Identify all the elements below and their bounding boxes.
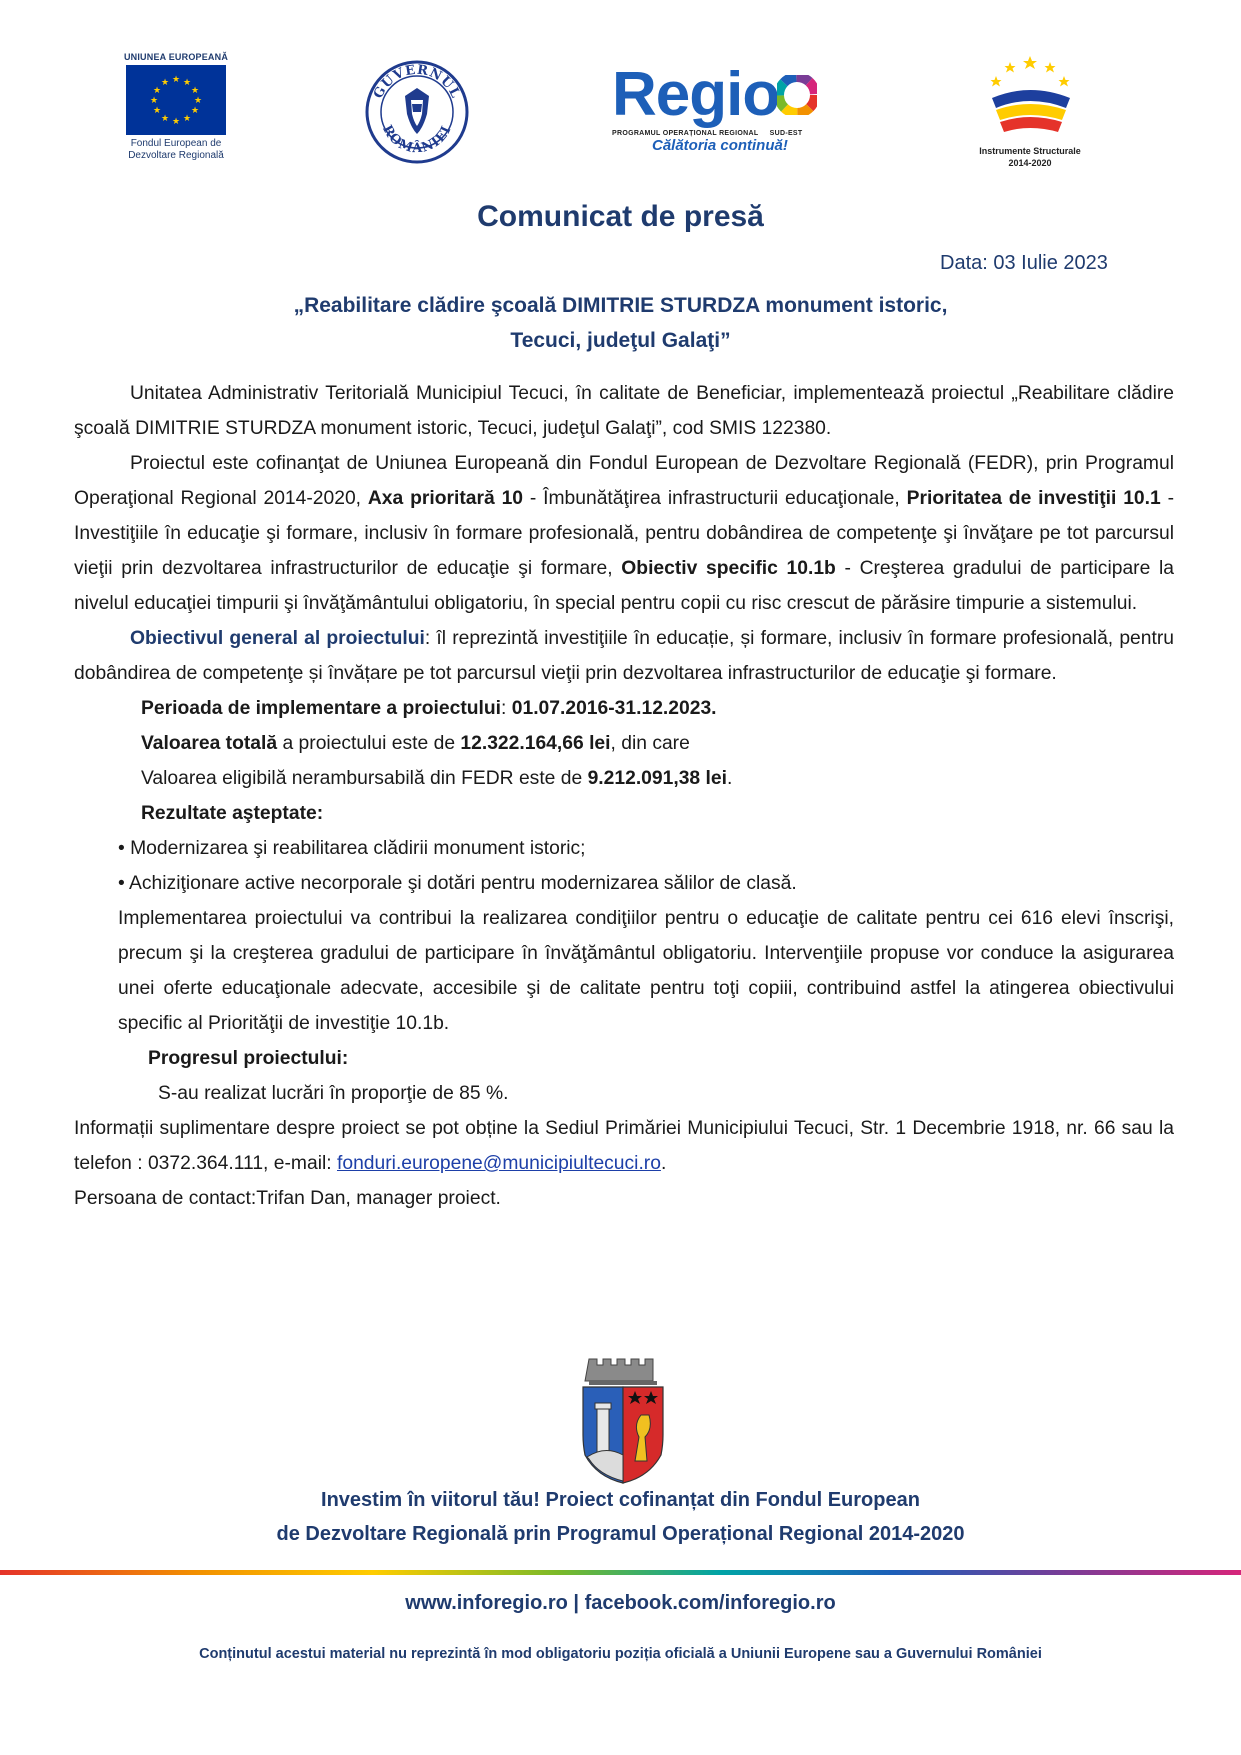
tecuci-coat-of-arms-icon (575, 1355, 671, 1485)
svg-text:★: ★ (193, 96, 203, 106)
structural-instruments-icon (970, 52, 1090, 140)
is-logo-line2: 2014-2020 (1008, 158, 1052, 168)
svg-text:★: ★ (171, 117, 181, 127)
priority-axis: Axa prioritară 10 (367, 488, 524, 509)
implementation-period: Perioada de implementare a proiectului: 01.07.2016-31.12.2023. (141, 698, 717, 719)
svg-text:★: ★ (190, 106, 200, 116)
svg-text:★: ★ (182, 78, 192, 88)
svg-text:★: ★ (160, 78, 170, 88)
slogan (0, 1483, 1241, 1551)
eu-logo-line2: Dezvoltare Regională (128, 150, 224, 161)
investment-priority: Prioritatea de investiţii 10.1 (906, 488, 1161, 509)
results-heading: Rezultate aşteptate: (141, 803, 324, 824)
disclaimer: Conținutul acestui material nu reprezintă în mod obligatoriu poziția oficială a Uniunii Europene sau a Guvernului României (199, 1646, 1042, 1662)
structural-instruments-logo (970, 52, 1090, 169)
svg-text:★: ★ (152, 86, 162, 96)
government-seal-icon (365, 60, 469, 164)
regio-logo (612, 60, 832, 164)
press-release-body (74, 376, 1174, 1216)
project-title-line1: „Reabilitare clădire şcoală DIMITRIE STURDZA monument istoric, (293, 294, 948, 317)
specific-objective: Obiectiv specific 10.1b (621, 558, 836, 579)
svg-text:★: ★ (182, 114, 192, 124)
regio-tagline: Călătoria continuă! (652, 137, 788, 154)
svg-text:★: ★ (149, 96, 159, 106)
email-link[interactable]: fonduri.europene@municipiultecuci.ro (336, 1153, 661, 1174)
regio-program-text: PROGRAMUL OPERAȚIONAL REGIONAL SUD-EST (612, 130, 803, 137)
total-value: Valoarea totală a proiectului este de 12.322.164,66 lei, din care (141, 733, 690, 754)
paragraph-contact-info: Informații suplimentare despre proiect se pot obține la Sediul Primăriei Municipiului Tecuci, Str. 1 Decembrie 1918, nr. 66 sau la telefon : 0372.364.111, e-mail: fonduri.europene@municipiultecuci.ro. (74, 1118, 1174, 1174)
paragraph-financing: Proiectul este cofinanţat de Uniunea Europeană din Fondul European de Dezvoltare Regională (FEDR), prin Programul Operaţional Regional 2014-2020, Axa prioritară 10 - Îmbunătăţirea infrastructurii educaţionale, Prioritatea de investiţii 10.1 - Investiţiile în educaţie şi formare, inclusiv în formare profesională, pentru dobândirea de competenţe şi învăţare pe tot parcursul vieţii prin dezvoltarea infrastructurilor de educaţie şi formare, Obiectiv specific 10.1b - Creşterea gradului de participare la nivelul educaţiei timpurii şi învăţământului obligatoriu, în special pentru copii cu risc crescut de părăsire timpurie a sistemului. (74, 453, 1174, 614)
contact-person: Persoana de contact:Trifan Dan, manager proiect. (74, 1188, 501, 1209)
svg-text:★: ★ (152, 106, 162, 116)
eu-logo-line1: Fondul European de (130, 138, 222, 149)
svg-text:★: ★ (190, 86, 200, 96)
paragraph-beneficiary: Unitatea Administrativ Teritorială Municipiul Tecuci, în calitate de Beneficiar, implementează proiectul „Reabilitare clădire şcoală DIMITRIE STURDZA monument istoric, Tecuci, judeţul Galaţi”, cod SMIS 122380. (74, 383, 1174, 439)
is-logo-line1: Instrumente Structurale (979, 146, 1081, 156)
result-item: • Achiziţionare active necorporale şi dotări pentru modernizarea sălilor de clasă. (118, 873, 797, 894)
svg-text:ROMÂNIEI: ROMÂNIEI (379, 122, 455, 157)
svg-text:★: ★ (171, 75, 181, 85)
regio-wordmark: Regio (612, 60, 780, 129)
slogan-line2: de Dezvoltare Regională prin Programul Operațional Regional 2014-2020 (276, 1523, 965, 1545)
date: Data: 03 Iulie 2023 (940, 252, 1108, 274)
eu-logo (116, 52, 236, 162)
website-links[interactable]: www.inforegio.ro | facebook.com/inforegio.ro (405, 1592, 836, 1614)
regio-color-wheel-icon (777, 75, 817, 115)
project-title (0, 288, 1241, 358)
rainbow-divider (0, 1570, 1241, 1575)
result-item: • Modernizarea şi reabilitarea clădirii monument istoric; (118, 838, 586, 859)
progress-heading: Progresul proiectului: (148, 1048, 349, 1069)
eligible-value: Valoarea eligibilă nerambursabilă din FEDR este de 9.212.091,38 lei. (141, 768, 733, 789)
page-title: Comunicat de presă (477, 200, 764, 233)
general-objective-label: Obiectivul general al proiectului (130, 628, 425, 649)
progress-text: S-au realizat lucrări în proporţie de 85 %. (158, 1083, 509, 1104)
svg-text:★: ★ (160, 114, 170, 124)
paragraph-general-objective: Obiectivul general al proiectului: îl reprezintă investiţiile în educație, și formare, inclusiv în formare profesională, pentru dobândirea de competenţe și învățare pe tot parcursul vieţii prin dezvoltarea infrastructurilor de educaţie şi formare. (74, 628, 1174, 684)
project-title-line2: Tecuci, judeţul Galaţi” (510, 329, 731, 352)
svg-text:GUVERNUL: GUVERNUL (371, 62, 463, 102)
paragraph-impact: Implementarea proiectului va contribui la realizarea condiţiilor pentru o educaţie de calitate pentru cei 616 elevi înscrişi, precum şi la creşterea gradului de participare în învăţământul obligatoriu. Intervenţiile propuse vor conduce la asigurarea unei oferte educaţionale adecvate, accesibile şi de calitate pentru toţi copiii, contribuind astfel la atingerea obiectivului specific al Priorităţii de investiţie 10.1b. (118, 908, 1174, 1034)
slogan-line1: Investim în viitorul tău! Proiect cofinanțat din Fondul European (321, 1489, 920, 1511)
eu-flag-icon (126, 65, 226, 135)
eu-logo-title: UNIUNEA EUROPEANĂ (123, 52, 229, 62)
